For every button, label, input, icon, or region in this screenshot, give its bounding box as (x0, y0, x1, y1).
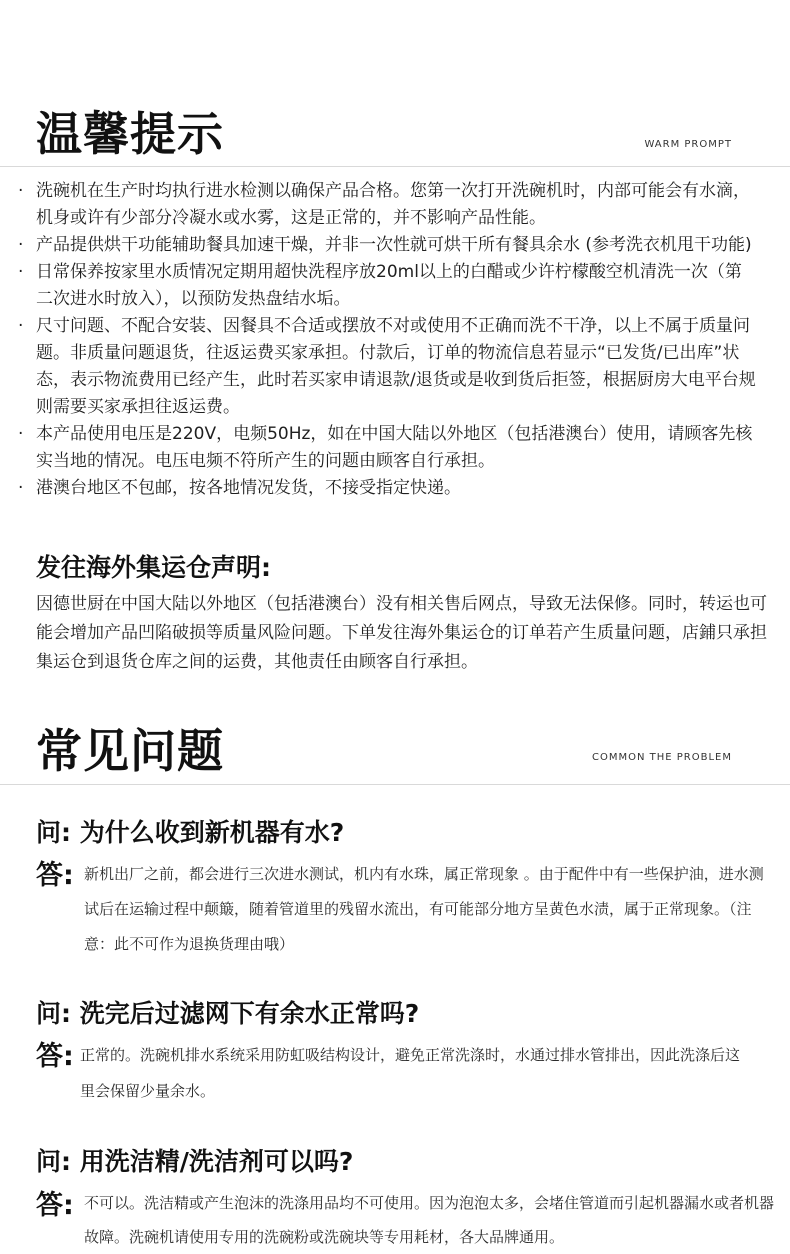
list-item (18, 259, 758, 313)
bullet: · (18, 316, 24, 336)
divider (0, 784, 790, 785)
bullet: · (18, 235, 24, 255)
faq-question: 问: 用洗洁精/洗洁剂可以吗? (36, 1147, 354, 1176)
tips-list (18, 178, 758, 502)
warm-prompt-title: 温馨提示 (36, 107, 224, 161)
list-item (18, 421, 758, 475)
bullet: · (18, 181, 24, 201)
faq-answer: 不可以。洗洁精或产生泡沫的洗涤用品均不可使用。因为泡泡太多，会堵住管道而引起机器漏水或者机器故障。洗碗机请使用专用的洗碗粉或洗碗块等专用耗材，各大品牌通用。 (84, 1194, 775, 1246)
faq-title: 常见问题 (36, 724, 224, 778)
faq-answer-mark: 答: (36, 1041, 74, 1072)
declaration-title: 发往海外集运仓声明: (36, 553, 271, 582)
bullet: · (18, 478, 24, 498)
divider (0, 166, 790, 167)
tip-text: 尺寸问题、不配合安装、因餐具不合适或摆放不对或使用不正确而洗不干净，以上不属于质量问题。非质量问题退货，往返运费买家承担。付款后，订单的物流信息若显示“已发货/已出库”状态，表示物流费用已经产生，此时若买家申请退款/退货或是收到货后拒签，根据厨房大电平台规则需要买家承担往返运费。 (36, 316, 756, 417)
bullet: · (18, 262, 24, 282)
faq-answer: 新机出厂之前，都会进行三次进水测试，机内有水珠，属正常现象 。由于配件中有一些保护油，进水测试后在运输过程中颠簸，随着管道里的残留水流出，有可能部分地方呈黄色水渍，属于正常现象。（注意：此不可作为退换货理由哦） (84, 865, 764, 953)
faq-question: 问: 洗完后过滤网下有余水正常吗? (36, 999, 420, 1028)
tip-text: 日常保养按家里水质情况定期用超快洗程序放20ml以上的白醋或少许柠檬酸空机清洗一次（第二次进水时放入），以预防发热盘结水垢。 (36, 262, 742, 309)
bullet: · (18, 424, 24, 444)
warm-prompt-header (0, 0, 790, 170)
faq-subtitle: COMMON THE PROBLEM (592, 752, 732, 763)
faq-header (0, 700, 790, 790)
faq-answer-mark: 答: (36, 860, 74, 891)
tip-text: 产品提供烘干功能辅助餐具加速干燥，并非一次性就可烘干所有餐具余水 (参考洗衣机甩干功能) (36, 235, 752, 255)
faq-answer: 正常的。洗碗机排水系统采用防虹吸结构设计，避免正常洗涤时，水通过排水管排出，因此洗涤后这里会保留少量余水。 (80, 1046, 741, 1100)
list-item (18, 475, 758, 502)
faq-question: 问: 为什么收到新机器有水? (36, 818, 345, 847)
tip-text: 港澳台地区不包邮，按各地情况发货，不接受指定快递。 (36, 478, 461, 498)
list-item (18, 232, 758, 259)
list-item (18, 178, 758, 232)
tip-text: 洗碗机在生产时均执行进水检测以确保产品合格。您第一次打开洗碗机时，内部可能会有水滴，机身或许有少部分冷凝水或水雾，这是正常的，并不影响产品性能。 (36, 181, 750, 228)
list-item (18, 313, 758, 421)
warm-prompt-subtitle: WARM PROMPT (644, 139, 732, 150)
faq-answer-mark: 答: (36, 1190, 74, 1221)
declaration-body: 因德世厨在中国大陆以外地区（包括港澳台）没有相关售后网点，导致无法保修。同时，转运也可能会增加产品凹陷破损等质量风险问题。下单发往海外集运仓的订单若产生质量问题，店鋪只承担集运仓到退货仓库之间的运费，其他责任由顾客自行承担。 (36, 594, 767, 672)
tip-text: 本产品使用电压是220V，电频50Hz，如在中国大陆以外地区（包括港澳台）使用，请顾客先核实当地的情况。电压电频不符所产生的问题由顾客自行承担。 (36, 424, 753, 471)
